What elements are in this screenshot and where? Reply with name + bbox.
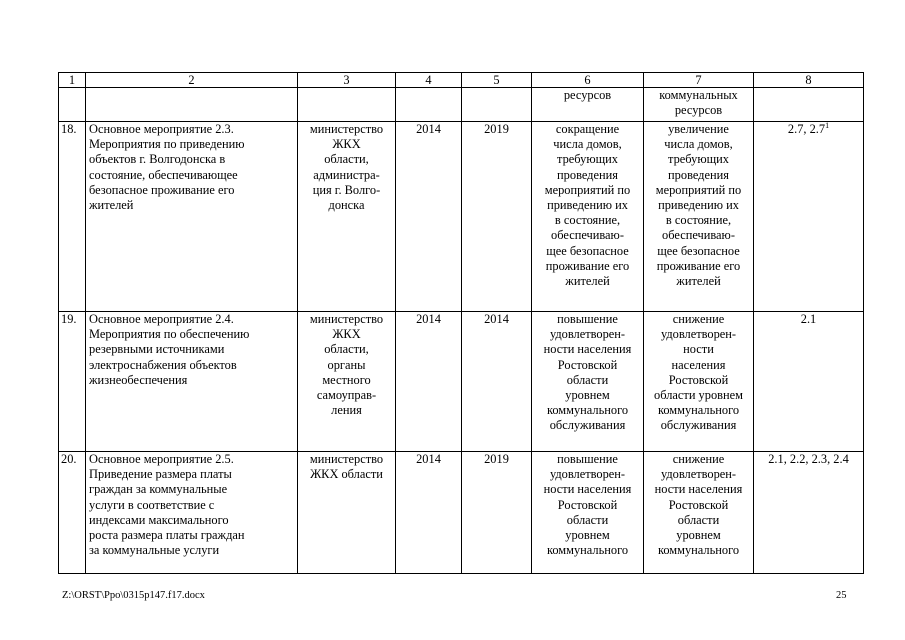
executor-cell xyxy=(298,312,396,452)
page-number: 25 xyxy=(836,590,847,601)
measure-title-cell xyxy=(86,452,298,574)
consequence-text: снижение удовлетворен- ности населения Ростовской области уровнем коммунального обслуживания xyxy=(654,312,743,433)
table-cell xyxy=(396,88,462,122)
effect-text: повышение удовлетворен- ности населения Ростовской области уровнем коммунального xyxy=(543,452,632,558)
consequence-cell xyxy=(644,88,754,122)
table-cell xyxy=(59,88,86,122)
consequence-text: коммунальных ресурсов xyxy=(659,88,738,118)
consequence-cell xyxy=(644,312,754,452)
column-number: 4 xyxy=(396,73,462,88)
consequence-text: снижение удовлетворен- ности населения Ростовской области уровнем коммунального xyxy=(654,452,743,558)
effect-cell xyxy=(532,312,644,452)
column-number: 2 xyxy=(86,73,298,88)
effect-text: сокращение числа домов, требующих проведения мероприятий по приведению их в состояние, обеспечиваю- щее безопасное проживание его жителей xyxy=(544,122,631,289)
executor-cell xyxy=(298,122,396,312)
start-year: 2014 xyxy=(396,312,462,452)
effect-cell xyxy=(532,122,644,312)
column-number: 8 xyxy=(754,73,864,88)
indicator-link: 2.1 xyxy=(800,312,817,326)
effect-cell xyxy=(532,88,644,122)
start-year: 2014 xyxy=(396,452,462,574)
effect-cell xyxy=(532,452,644,574)
table-cell xyxy=(754,88,864,122)
table-cell xyxy=(86,88,298,122)
measure-title: Основное мероприятие 2.5. Приведение размера платы граждан за коммунальные услуги в соответствие с индексами максимального роста размера платы граждан за коммунальные услуги xyxy=(89,452,245,558)
indicator-link-superscript: 1 xyxy=(825,120,830,130)
column-number: 1 xyxy=(59,73,86,88)
table-row xyxy=(59,122,864,312)
indicator-link-cell xyxy=(754,452,864,574)
measure-title-cell xyxy=(86,122,298,312)
executor-text: министерство ЖКХ области, органы местного самоуправ- ления xyxy=(309,312,384,418)
consequence-text: увеличение числа домов, требующих проведения мероприятий по приведению их в состояние, обеспечиваю- щее безопасное проживание его жителей xyxy=(655,122,742,289)
table-row xyxy=(59,312,864,452)
indicator-link-cell xyxy=(754,122,864,312)
end-year: 2019 xyxy=(462,122,532,312)
column-number-row xyxy=(59,73,864,88)
column-number: 6 xyxy=(532,73,644,88)
table-row xyxy=(59,452,864,574)
column-number: 7 xyxy=(644,73,754,88)
table-cell xyxy=(462,88,532,122)
document-file-path: Z:\ORST\Ppo\0315p147.f17.docx xyxy=(62,590,205,601)
row-number: 18. xyxy=(59,122,86,312)
end-year: 2019 xyxy=(462,452,532,574)
executor-text: министерство ЖКХ области xyxy=(309,452,384,482)
indicator-link-cell xyxy=(754,312,864,452)
executor-text: министерство ЖКХ области, администра- ция г. Волго- донска xyxy=(309,122,384,213)
row-number: 19. xyxy=(59,312,86,452)
measures-table xyxy=(58,72,864,574)
row-number: 20. xyxy=(59,452,86,574)
executor-cell xyxy=(298,452,396,574)
effect-text: ресурсов xyxy=(563,88,612,102)
start-year: 2014 xyxy=(396,122,462,312)
end-year: 2014 xyxy=(462,312,532,452)
indicator-link: 2.7, 2.7 xyxy=(787,122,826,136)
measure-title-cell xyxy=(86,312,298,452)
column-number: 5 xyxy=(462,73,532,88)
indicator-link: 2.1, 2.2, 2.3, 2.4 xyxy=(768,452,849,466)
measure-title: Основное мероприятие 2.3. Мероприятия по приведению объектов г. Волгодонска в состояние, обеспечивающее безопасное проживание его жителей xyxy=(89,122,245,213)
measure-title: Основное мероприятие 2.4. Мероприятия по обеспечению резервными источниками электроснабжения объектов жизнеобеспечения xyxy=(89,312,250,387)
effect-text: повышение удовлетворен- ности населения Ростовской области уровнем коммунального обслуживания xyxy=(543,312,632,433)
continuation-row xyxy=(59,88,864,122)
table-cell xyxy=(298,88,396,122)
consequence-cell xyxy=(644,122,754,312)
column-number: 3 xyxy=(298,73,396,88)
consequence-cell xyxy=(644,452,754,574)
